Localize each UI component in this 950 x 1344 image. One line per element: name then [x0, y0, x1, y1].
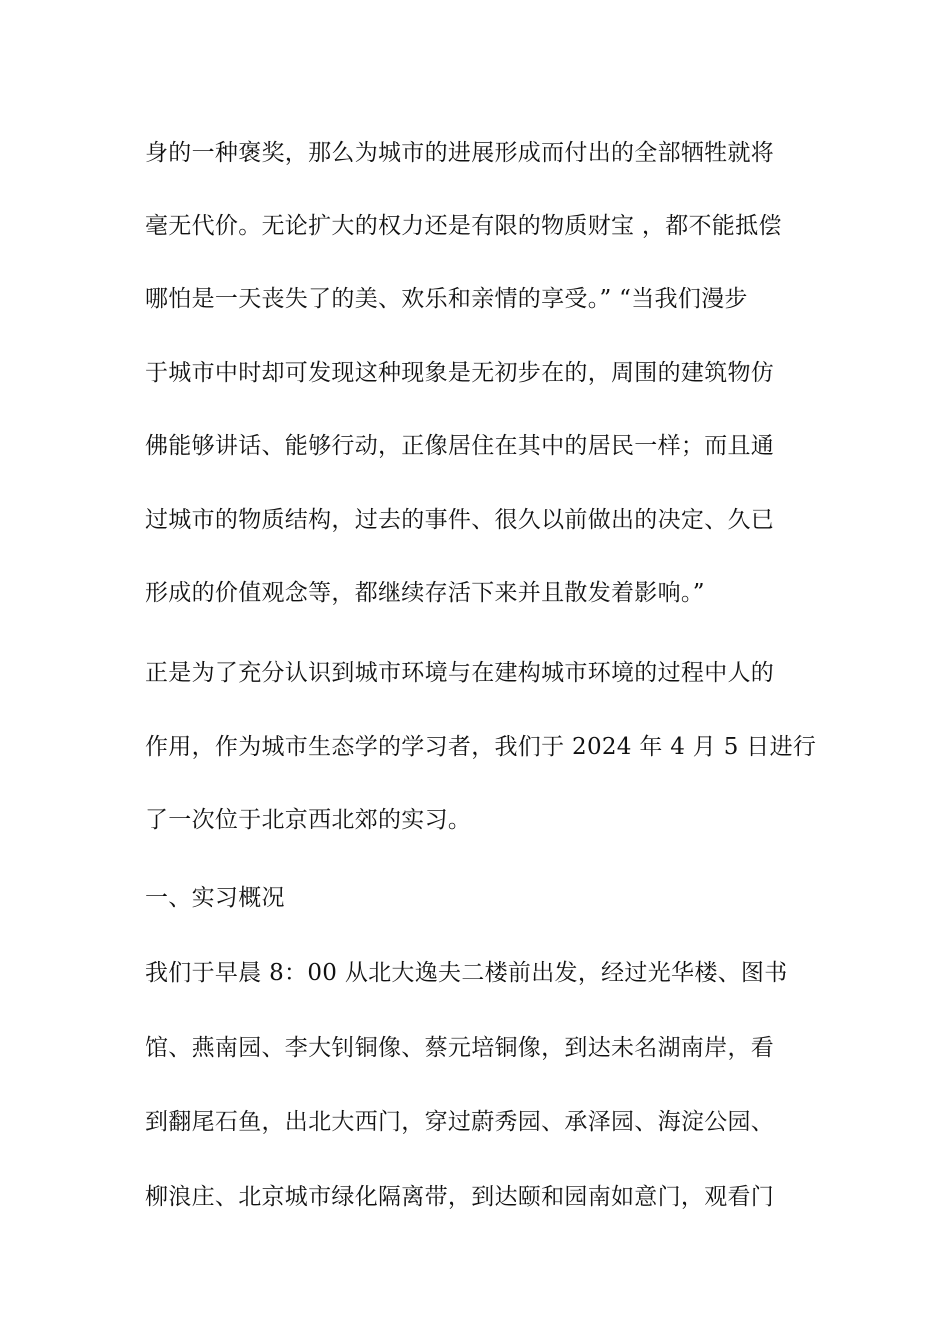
text-line-10: 了一次位于北京西北郊的实习。 — [145, 807, 472, 833]
section-heading: 一、实习概况 — [145, 885, 285, 911]
text-line-9: 作用，作为城市生态学的学习者，我们于 2024 年 4 月 5 日进行 — [145, 734, 817, 760]
text-line-3: 哪怕是一天丧失了的美、欢乐和亲情的享受。” “当我们漫步 — [145, 286, 748, 312]
text-line-14: 到翻尾石鱼，出北大西门，穿过蔚秀园、承泽园、海淀公园、 — [145, 1109, 775, 1135]
text-line-5: 佛能够讲话、能够行动，正像居住在其中的居民一样；而且通 — [145, 433, 775, 459]
text-line-6: 过城市的物质结构，过去的事件、很久以前做出的决定、久已 — [145, 507, 775, 533]
text-line-15: 柳浪庄、北京城市绿化隔离带，到达颐和园南如意门，观看门 — [145, 1184, 775, 1210]
text-line-7: 形成的价值观念等，都继续存活下来并且散发着影响。” — [145, 580, 705, 606]
text-line-8: 正是为了充分认识到城市环境与在建构城市环境的过程中人的 — [145, 660, 775, 686]
text-line-2: 毫无代价。无论扩大的权力还是有限的物质财宝 ，都不能抵偿 — [145, 213, 782, 239]
text-line-13: 馆、燕南园、李大钊铜像、蔡元培铜像，到达未名湖南岸，看 — [145, 1035, 775, 1061]
text-line-12: 我们于早晨 8：00 从北大逸夫二楼前出发，经过光华楼、图书 — [145, 960, 788, 986]
text-line-4: 于城市中时却可发现这种现象是无初步在的，周围的建筑物仿 — [145, 360, 775, 386]
text-line-1: 身的一种褒奖，那么为城市的进展形成而付出的全部牺牲就将 — [145, 140, 775, 166]
